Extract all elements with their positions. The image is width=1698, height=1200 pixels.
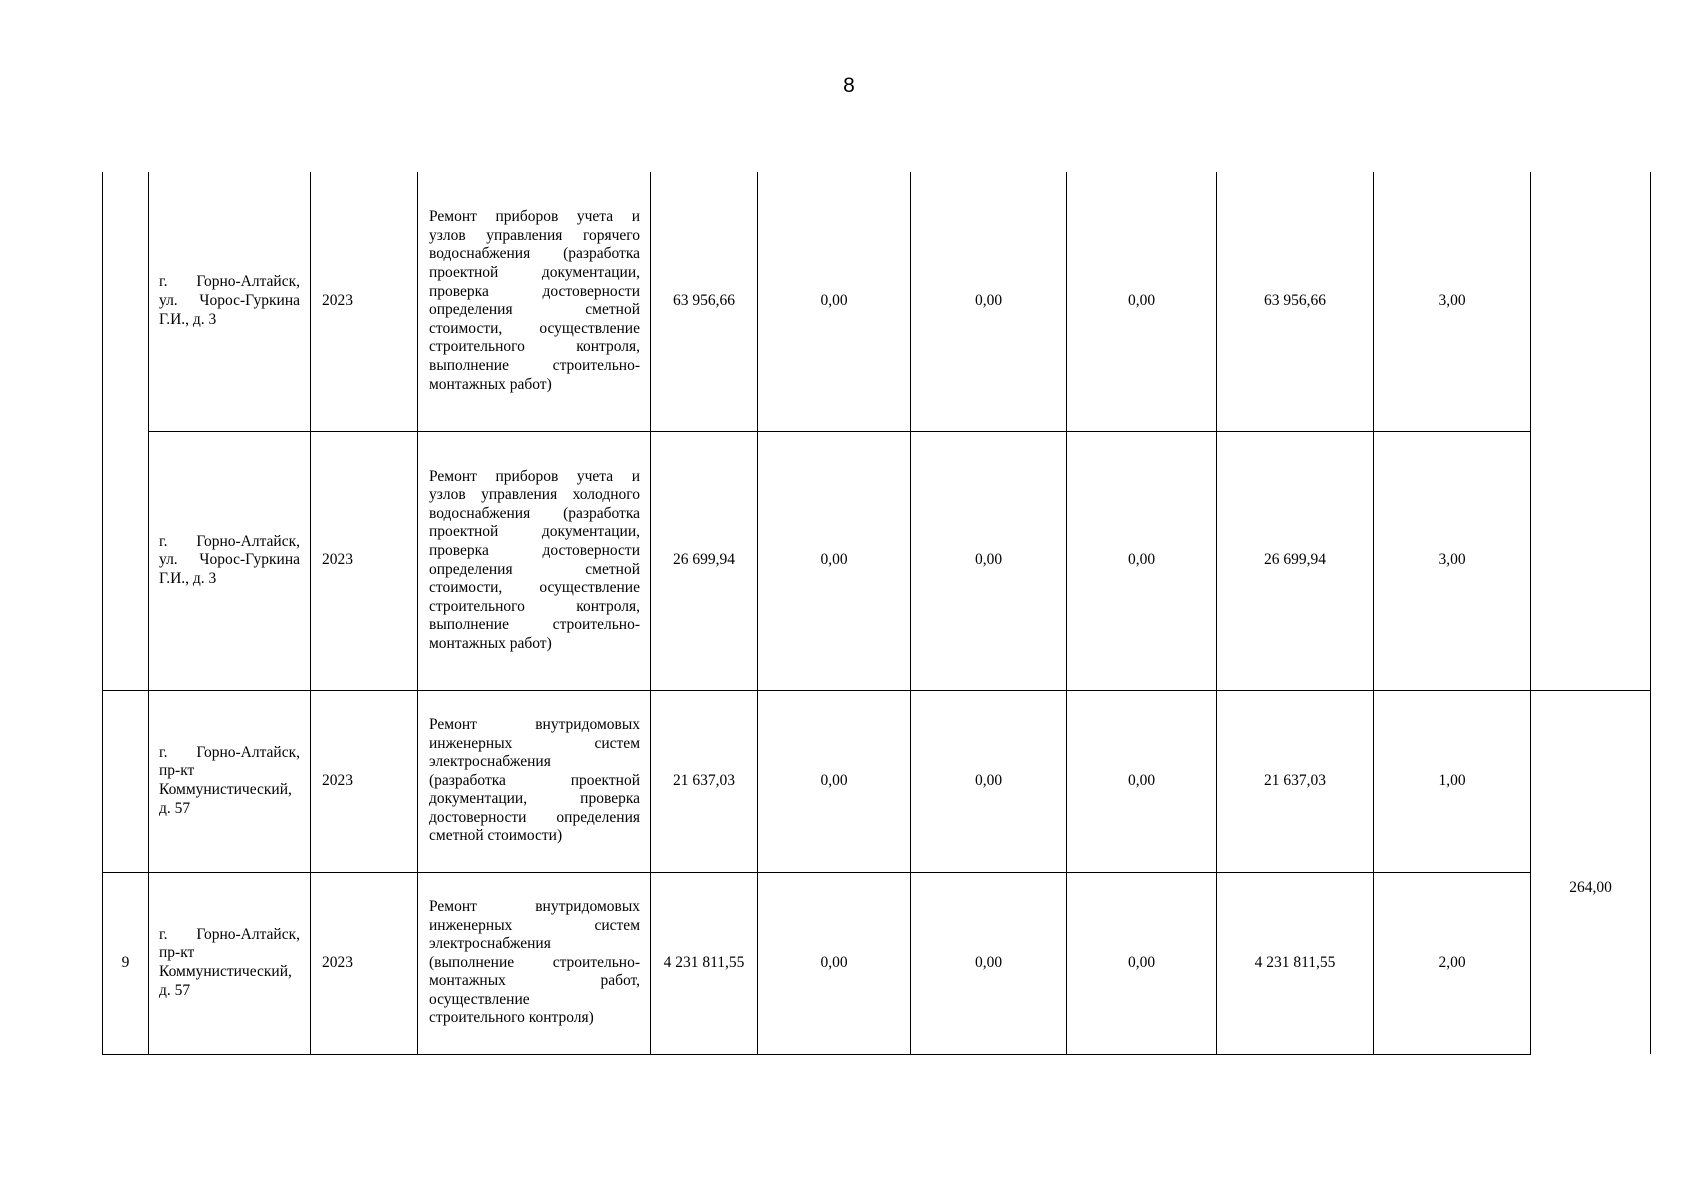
value-cell: 26 699,94 <box>651 431 758 690</box>
value-cell: 3,00 <box>1374 431 1531 690</box>
table-row <box>103 172 1651 431</box>
description-cell: Ремонт приборов учета и узлов управления горячего водоснабжения (разработка проектной документации, проверка достоверности определения сметной стоимости, осуществление строительного контроля, выполнение строительно- монтажных работ) <box>418 172 651 431</box>
row-index-cell <box>103 172 149 690</box>
value-cell: 4 231 811,55 <box>651 872 758 1054</box>
description-cell: Ремонт внутридомовых инженерных систем электроснабжения (разработка проектной документации, проверка достоверности определения сметной стоимости) <box>418 690 651 872</box>
value-cell: 63 956,66 <box>1217 172 1374 431</box>
summary-total-cell <box>1531 690 1651 1054</box>
year-cell: 2023 <box>311 431 418 690</box>
address-cell: г. Горно-Алтайск, пр-кт Коммунистический, д. 57 <box>149 690 311 872</box>
value-cell: 0,00 <box>1067 690 1217 872</box>
value-cell: 21 637,03 <box>651 690 758 872</box>
value-cell: 0,00 <box>911 690 1067 872</box>
description-cell: Ремонт приборов учета и узлов управления холодного водоснабжения (разработка проектной документации, проверка достоверности определения сметной стоимости, осуществление строительного контроля, выполнение строительно- монтажных работ) <box>418 431 651 690</box>
value-cell: 0,00 <box>758 431 911 690</box>
value-cell: 0,00 <box>1067 872 1217 1054</box>
value-cell: 0,00 <box>911 431 1067 690</box>
value-cell: 63 956,66 <box>651 172 758 431</box>
value-cell: 0,00 <box>911 872 1067 1054</box>
value-cell: 0,00 <box>1067 431 1217 690</box>
row-index-cell <box>103 690 149 872</box>
summary-total-value: 264,00 <box>1569 878 1612 896</box>
value-cell: 4 231 811,55 <box>1217 872 1374 1054</box>
repair-works-table <box>102 172 1651 1055</box>
description-cell: Ремонт внутридомовых инженерных систем электроснабжения (выполнение строительно- монтажных работ, осуществление строительного контроля) <box>418 872 651 1054</box>
year-cell: 2023 <box>311 872 418 1054</box>
row-index-cell: 9 <box>103 872 149 1054</box>
value-cell: 0,00 <box>758 690 911 872</box>
value-cell: 1,00 <box>1374 690 1531 872</box>
address-cell: г. Горно-Алтайск, ул. Чорос-Гуркина Г.И., д. 3 <box>149 172 311 431</box>
value-cell: 0,00 <box>1067 172 1217 431</box>
value-cell: 21 637,03 <box>1217 690 1374 872</box>
address-cell: г. Горно-Алтайск, пр-кт Коммунистический, д. 57 <box>149 872 311 1054</box>
table-row <box>103 431 1651 690</box>
table-row <box>103 872 1651 1054</box>
value-cell: 0,00 <box>758 872 911 1054</box>
value-cell: 0,00 <box>911 172 1067 431</box>
summary-cell-empty <box>1531 172 1651 690</box>
year-cell: 2023 <box>311 690 418 872</box>
value-cell: 3,00 <box>1374 172 1531 431</box>
value-cell: 2,00 <box>1374 872 1531 1054</box>
address-cell: г. Горно-Алтайск, ул. Чорос-Гуркина Г.И., д. 3 <box>149 431 311 690</box>
value-cell: 0,00 <box>758 172 911 431</box>
value-cell: 26 699,94 <box>1217 431 1374 690</box>
table-row <box>103 690 1651 872</box>
page-number: 8 <box>843 74 855 97</box>
year-cell: 2023 <box>311 172 418 431</box>
